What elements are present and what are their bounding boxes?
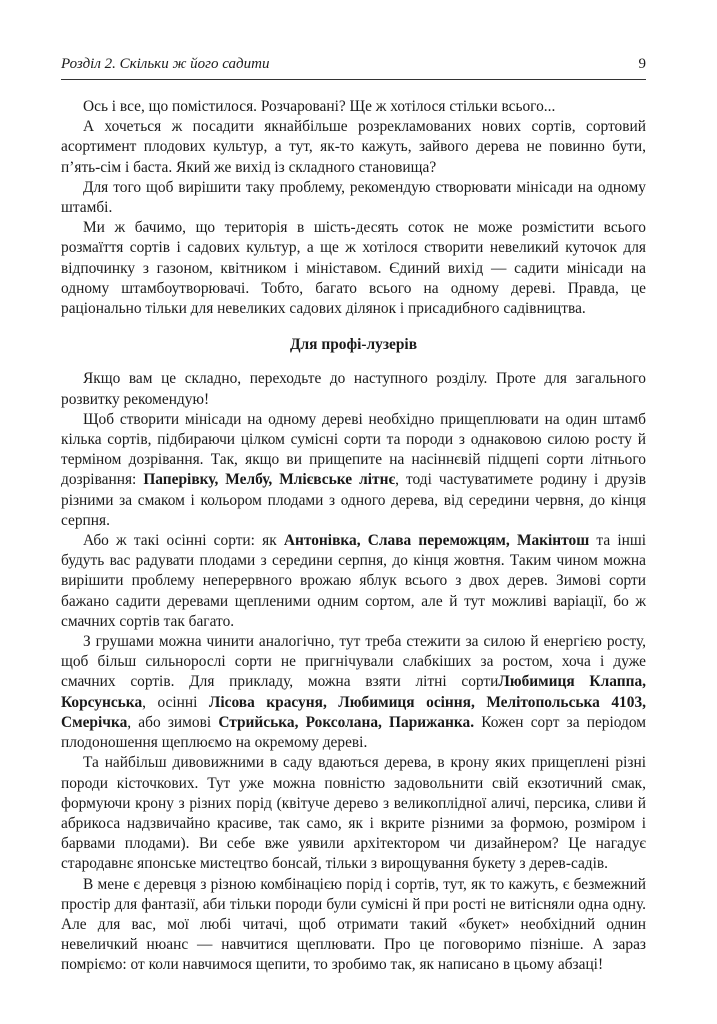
text-run: В мене є деревця з різною комбінацією порід і сортів, тут, як то кажуть, є безмежний простір для фантазії, аби тільки породи були сумісні й при рості не витісняли одна одну. Але для вас, мої любі читачі, щоб отримати такий «букет» необхідний однин невеличкий нюанс — навчитися щеплювати. Про це поговоримо пізніше. А зараз помріємо: от коли навчимося щепити, то зробимо так, як написано в цьому абзаці! [61,875,646,974]
paragraph [61,369,646,409]
text-run: та інші будуть вас радувати плодами з середини серпня, до кінця жовтня. Таким чином можна вирішити проблему неперервного врожаю яблук всього з двох дерев. Зимові сорти бажано садити деревами щепленими одним сортом, але й тут можливі варіації, бо ж смачних сортів так багато. [61,532,646,630]
intro-paragraphs [61,97,646,319]
section-paragraphs [61,369,646,975]
text-run: Ось і все, що помістилося. Розчаровані? Ще ж хотілося стільки всього... [83,98,556,115]
bold-text: Антонівка, Слава переможцям, Макінтош [283,532,590,550]
paragraph [61,117,646,178]
paragraph [61,178,646,218]
section-heading: Для профі-лузерів [289,336,418,354]
text-run: Та найбільш дивовижними в саду вдаються дерева, в крону яких прищеплені різні породи кісточкових. Тут уже можна повністю задовольнити свій екзотичний смак, формуючи крону з різних порід (квітуче дерево з великоплідної аличі, персика, сливи й абрикоса надзвичайно красиве, так само, як і вкрите різними за формою, розміром і барвами плодами). Ви себе вже уявили архітектором чи дизайнером? Це нагадує стародавнє японське мистецтво бонсай, тільки з вирощування букету з дерев-садів. [61,754,646,873]
text-run: Ми ж бачимо, що територія в шість-десять соток не може розмістити всього розмаїття сортів і садових культур, а ще ж хотілося створити невеликий куточок для відпочинку з газоном, квітником і мініставом. Єдиний вихід — садити мінісади на одному штамбоутворювачі. Тобто, багато всього на одному дереві. Правда, це раціонально тільки для невеликих садових ділянок і присадибного садівництва. [61,219,646,318]
text-run: Якщо вам це складно, переходьте до наступного розділу. Проте для загального розвитку рекомендую! [61,370,646,408]
paragraph [61,632,646,753]
bold-text: Паперівку, Мелбу, Млієвське літнє [143,471,396,489]
page-number: 9 [638,56,646,72]
paragraph [61,97,646,117]
running-header [61,54,646,78]
paragraph [61,753,646,874]
bold-text: Любимиця Клаппа, Корсунська [61,673,646,711]
text-run: Щоб створити мінісади на одному дереві необхідно прищеплювати на один штамб кілька сортів, підбираючи цілком сумісні сорти та породи з однаковою силою росту й терміном дозрівання. Так, якщо ви прищепите на насіннєвій підщепі сорти літнього дозрівання: [61,410,646,489]
text-run: З грушами можна чинити аналогічно, тут треба стежити за силою й енергією росту, щоб більш сильнорослі сорти не пригнічували слабкіших за ростом, хоча і дуже смачних сортів. Для прикладу, можна взяти літні сорти [61,633,646,691]
text-run: Кожен сорт за періодом плодоношення щеплюємо на окремому дереві. [61,713,646,752]
chapter-title: Розділ 2. Скільки ж його садити [61,56,270,72]
paragraph [61,875,646,976]
text-run: , осінні [142,693,209,711]
header-rule [61,79,646,80]
text-run: Або ж такі осінні сорти: як [83,532,284,550]
text-run: , тоді частуватимете родину і друзів різними за смаком і кольором плодами з одного дерева, від середини червня, до кінця серпня. [61,471,646,529]
page-body [61,97,646,976]
paragraph [61,531,646,632]
text-run: Для того щоб вирішити таку проблему, рекомендую створювати мінісади на одному штамбі. [61,178,646,217]
paragraph [61,410,646,531]
text-run: , або зимові [127,713,219,731]
paragraph [61,218,646,319]
bold-text: Лісова красуня, Любимиця осіння, Мелітопольська 4103, Смерічка [61,693,646,731]
bold-text: Стрийська, Роксолана, Парижанка. [218,713,475,731]
text-run: А хочеться ж посадити якнайбільше розрекламованих нових сортів, сортовий асортимент плодових культур, а тут, як-то кажуть, зайвого дерева не повинно бути, п’ять-сім і баста. Який же вихід із складного становища? [61,118,646,176]
